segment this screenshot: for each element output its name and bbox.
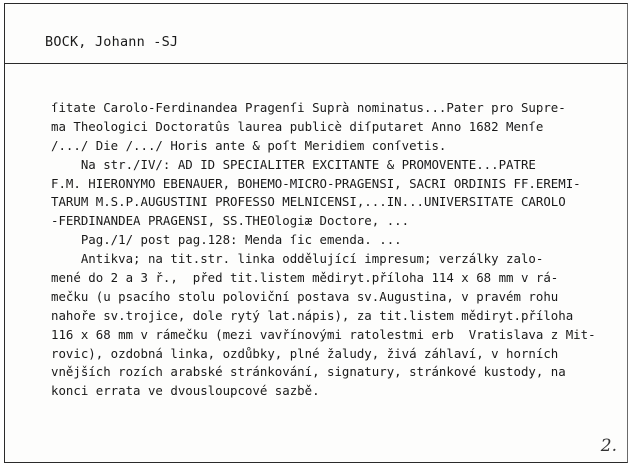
page-number: 2. xyxy=(600,436,617,456)
body-line-7: -FERDINANDEA PRAGENSI, SS.THEOlogiæ Doctore, ... xyxy=(51,213,410,229)
body-line-5: F.M. HIERONYMO EBENAUER, BOHEMO-MICRO-PRAGENSI, SACRI ORDINIS FF.EREMI- xyxy=(51,175,581,191)
body-line-13: 116 x 68 mm v rámečku (mezi vavřínovými ratolestmi erb Vratislava z Mit- xyxy=(51,326,596,342)
catalog-card xyxy=(4,3,628,463)
card-heading: BOCK, Johann -SJ xyxy=(45,34,179,50)
body-line-8: Pag./1/ post pag.128: Menda ſic emenda. ... xyxy=(51,232,402,248)
body-line-10: mené do 2 a 3 ř., před tit.listem mědiryt.příloha 114 x 68 mm v rá- xyxy=(51,270,559,286)
body-line-9: Antikva; na tit.str. linka oddělující impresum; verzálky zalo- xyxy=(51,251,544,267)
card-body xyxy=(51,99,611,401)
body-line-16: konci errata ve dvousloupcové sazbě. xyxy=(51,383,320,399)
body-line-1: ſitate Carolo-Ferdinandea Pragenſi Suprà nominatus...Pater pro Supre- xyxy=(51,100,566,115)
body-line-11: mečku (u psacího stolu poloviční postava sv.Augustina, v pravém rohu xyxy=(51,288,559,304)
body-line-4: Na str./IV/: AD ID SPECIALITER EXCITANTE & PROMOVENTE...PATRE xyxy=(51,156,536,172)
heading-divider xyxy=(5,63,627,64)
body-line-14: rovic), ozdobná linka, ozdůbky, plné žaludy, živá záhlaví, v horních xyxy=(51,345,559,361)
body-line-6: TARUM M.S.P.AUGUSTINI PROFESSO MELNICENSI,...IN...UNIVERSITATE CAROLO xyxy=(51,194,566,210)
body-line-15: vnějších rozích arabské stránkování, signatury, stránkové kustody, na xyxy=(51,364,566,380)
body-line-3: /.../ Die /.../ Horis ante & poſt Meridiem conſvetis. xyxy=(51,137,447,153)
body-line-12: nahoře sv.trojice, dole rytý lat.nápis), za tit.listem mědiryt.příloha xyxy=(51,307,574,323)
body-line-2: ma Theologici Doctoratûs laurea publicè diſputaret Anno 1682 Menſe xyxy=(51,118,544,134)
